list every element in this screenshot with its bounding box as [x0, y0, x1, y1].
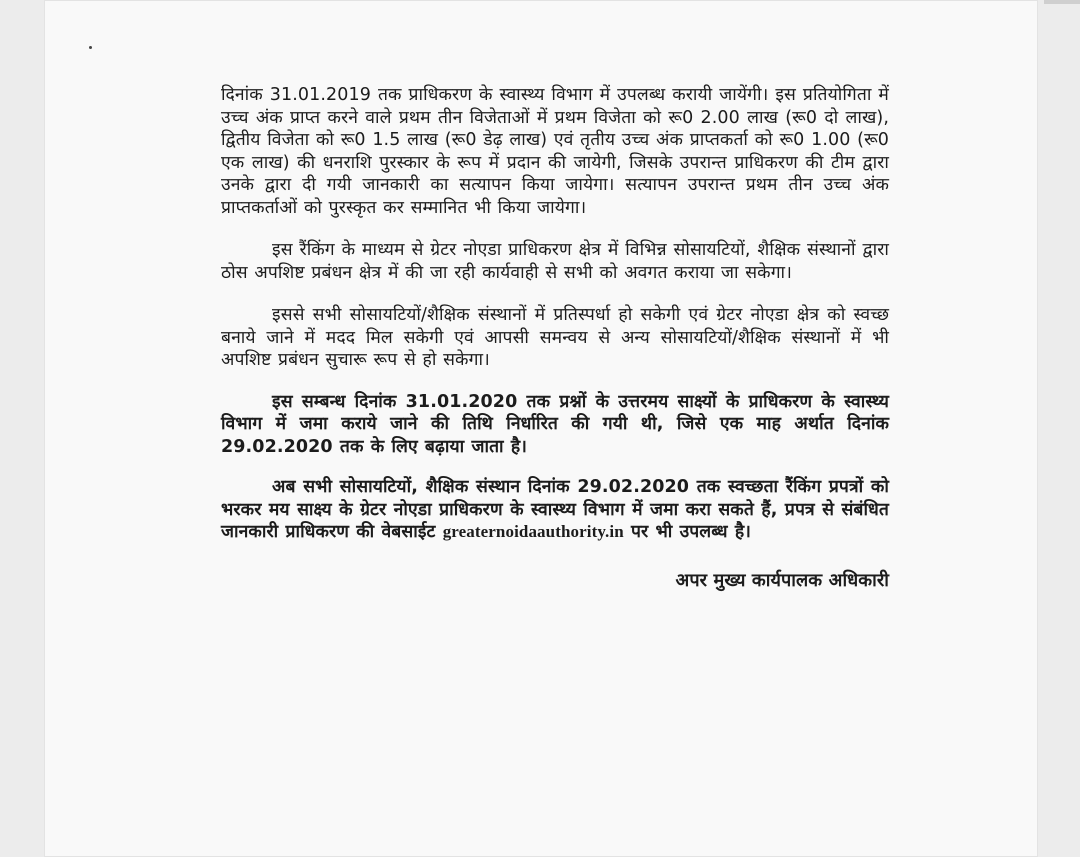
signature-designation: अपर मुख्य कार्यपालक अधिकारी — [675, 569, 889, 591]
scan-dot — [89, 46, 92, 49]
submission-text-end: पर भी उपलब्ध है। — [630, 522, 751, 542]
paragraph-competition-benefit: इससे सभी सोसायटियों/शैक्षिक संस्थानों में प्रतिस्पर्धा हो सकेगी एवं ग्रेटर नोएडा क्षेत्र को स्वच्छ बनाये जाने में मदद मिल सकेगी एवं आपसी समन्वय से अन्य सोसायटियों/शैक्षिक संस्थानों में भी अपशिष्ट प्रबंधन सुचारू रूप से हो सकेगा। — [221, 305, 889, 370]
paragraph-submission-instructions — [221, 476, 889, 544]
paragraph-prize-details: दिनांक 31.01.2019 तक प्राधिकरण के स्वास्थ्य विभाग में उपलब्ध करायी जायेंगी। इस प्रतियोगिता में उच्च अंक प्राप्त करने वाले प्रथम तीन विजेताओं में प्रथम विजेता को रू0 2.00 लाख (रू0 दो लाख), द्वितीय विजेता को रू0 1.5 लाख (रू0 डेढ़ लाख) एवं तृतीय उच्च अंक प्राप्तकर्ता को रू0 1.00 (रू0 एक लाख) की धनराशि पुरस्कार के रूप में प्रदान की जायेगी, जिसके उपरान्त प्राधिकरण की टीम द्वारा उनके द्वारा दी गयी जानकारी का सत्यापन किया जायेगा। सत्यापन उपरान्त प्रथम तीन उच्च अंक प्राप्तकर्ताओं को पुरस्कृत कर सम्मानित भी किया जायेगा। — [221, 85, 889, 218]
document-body — [221, 84, 889, 593]
submission-text: अब सभी सोसायटियों, शैक्षिक संस्थान दिनांक 29.02.2020 तक स्वच्छता रैंकिंग प्रपत्रों को भरकर मय साक्ष्य के ग्रेटर नोएडा प्राधिकरण के स्वास्थ्य विभाग में जमा करा सकते हैं, प्रपत्र से संबंधित जानकारी प्राधिकरण की वेबसाईट — [221, 477, 889, 542]
website-link[interactable]: greaternoidaauthority.in — [442, 522, 624, 541]
paragraph-ranking-purpose: इस रैंकिंग के माध्यम से ग्रेटर नोएडा प्राधिकरण क्षेत्र में विभिन्न सोसायटियों, शैक्षिक संस्थानों द्वारा ठोस अपशिष्ट प्रबंधन क्षेत्र में की जा रही कार्यवाही से सभी को अवगत कराया जा सकेगा। — [221, 240, 889, 283]
paragraph-deadline-extension: इस सम्बन्ध दिनांक 31.01.2020 तक प्रश्नों के उत्तरमय साक्ष्यों के प्राधिकरण के स्वास्थ्य विभाग में जमा कराये जाने की तिथि निर्धारित की गयी थी, जिसे एक माह अर्थात दिनांक 29.02.2020 तक के लिए बढ़ाया जाता है। — [221, 391, 889, 457]
scan-edge-mark — [1044, 0, 1080, 4]
